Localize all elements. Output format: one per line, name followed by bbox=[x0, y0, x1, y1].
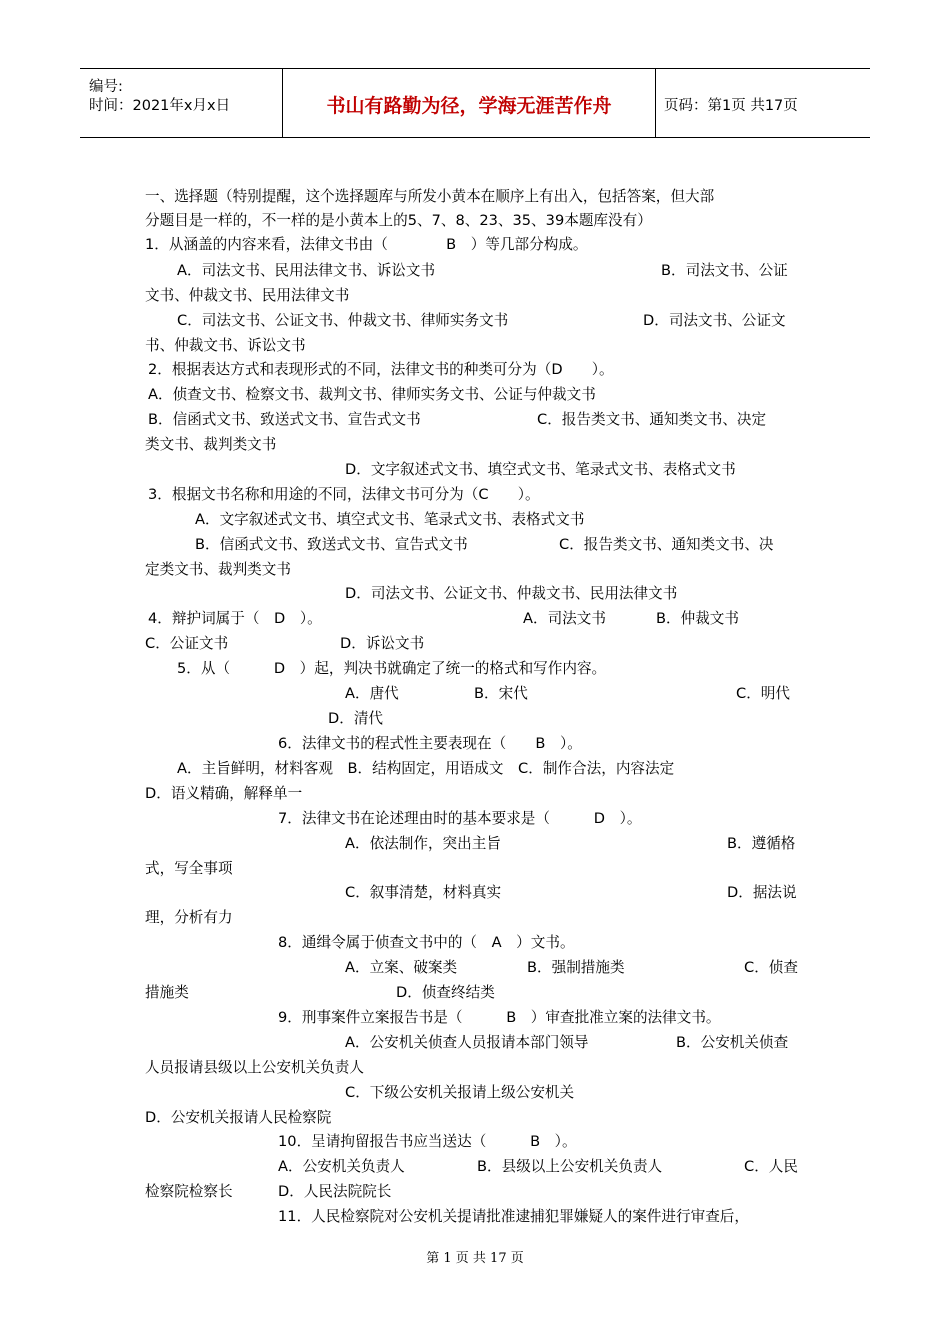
text-line: B．遵循格 bbox=[727, 835, 796, 852]
text-line: C．叙事清楚，材料真实 bbox=[345, 884, 502, 901]
motto: 书山有路勤为径，学海无涯苦作舟 bbox=[326, 95, 612, 117]
text-line: D．据法说 bbox=[727, 884, 797, 901]
text-line: 检察院检察长 bbox=[145, 1183, 233, 1200]
text-line: 分题目是一样的，不一样的是小黄本上的5、7、8、23、35、39本题库没有） bbox=[145, 212, 652, 229]
text-line: D．诉讼文书 bbox=[340, 635, 425, 652]
text-line: 3．根据文书名称和用途的不同，法律文书可分为（C ）。 bbox=[148, 486, 540, 503]
text-line: 文书、仲裁文书、民用法律文书 bbox=[145, 287, 350, 304]
text-line: B．县级以上公安机关负责人 bbox=[477, 1158, 663, 1175]
text-line: C．报告类文书、通知类文书、决 bbox=[559, 536, 774, 553]
text-line: 4．辩护词属于（ D ）。 bbox=[148, 610, 322, 627]
text-line: D．侦查终结类 bbox=[396, 984, 495, 1001]
text-line: D．语义精确，解释单一 bbox=[145, 785, 303, 802]
text-line: A．文字叙述式文书、填空式文书、笔录式文书、表格式文书 bbox=[195, 511, 585, 528]
text-line: B．宋代 bbox=[474, 685, 528, 702]
text-line: A．司法文书 bbox=[523, 610, 606, 627]
text-line: 1．从涵盖的内容来看，法律文书由（ B ）等几部分构成。 bbox=[145, 236, 588, 253]
text-line: C．司法文书、公证文书、仲裁文书、律师实务文书 bbox=[177, 312, 509, 329]
text-line: A．公安机关负责人 bbox=[278, 1158, 405, 1175]
text-line: 7．法律文书在论述理由时的基本要求是（ D ）。 bbox=[278, 810, 642, 827]
text-line: 10．呈请拘留报告书应当送达（ B ）。 bbox=[278, 1133, 577, 1150]
text-line: 一、选择题（特别提醒，这个选择题库与所发小黄本在顺序上有出入，包括答案，但大部 bbox=[145, 188, 715, 205]
text-line: 定类文书、裁判类文书 bbox=[145, 561, 291, 578]
text-line: C．下级公安机关报请上级公安机关 bbox=[345, 1084, 575, 1101]
text-line: B．信函式文书、致送式文书、宣告式文书 bbox=[195, 536, 468, 553]
text-line: B．司法文书、公证 bbox=[661, 262, 788, 279]
text-line: A．依法制作，突出主旨 bbox=[345, 835, 501, 852]
text-line: D．人民法院院长 bbox=[278, 1183, 392, 1200]
text-line: D．司法文书、公证文 bbox=[643, 312, 786, 329]
text-line: A．唐代 bbox=[345, 685, 399, 702]
text-line: 5．从（ D ）起，判决书就确定了统一的格式和写作内容。 bbox=[177, 660, 607, 677]
text-line: C．公证文书 bbox=[145, 635, 229, 652]
text-line: A．侦查文书、检察文书、裁判文书、律师实务文书、公证与仲裁文书 bbox=[148, 386, 596, 403]
text-line: 人员报请县级以上公安机关负责人 bbox=[145, 1059, 364, 1076]
text-line: A．司法文书、民用法律文书、诉讼文书 bbox=[177, 262, 436, 279]
text-line: 9．刑事案件立案报告书是（ B ）审查批准立案的法律文书。 bbox=[278, 1009, 721, 1026]
text-line: D．文字叙述式文书、填空式文书、笔录式文书、表格式文书 bbox=[345, 461, 736, 478]
text-line: B．公安机关侦查 bbox=[676, 1034, 789, 1051]
text-line: 2．根据表达方式和表现形式的不同，法律文书的种类可分为（D ）。 bbox=[148, 361, 614, 378]
text-line: C．明代 bbox=[736, 685, 790, 702]
text-line: 措施类 bbox=[145, 984, 189, 1001]
text-line: A．公安机关侦查人员报请本部门领导 bbox=[345, 1034, 589, 1051]
text-line: 类文书、裁判类文书 bbox=[145, 436, 277, 453]
text-line: C．侦查 bbox=[744, 959, 798, 976]
time-label: 时间：2021年x月x日 bbox=[89, 98, 231, 114]
text-line: A．主旨鲜明，材料客观 B．结构固定，用语成文 C．制作合法，内容法定 bbox=[177, 760, 675, 777]
text-line: 8．通缉令属于侦查文书中的（ A ）文书。 bbox=[278, 934, 575, 951]
text-line: D．司法文书、公证文书、仲裁文书、民用法律文书 bbox=[345, 585, 678, 602]
text-line: C．报告类文书、通知类文书、决定 bbox=[537, 411, 767, 428]
text-line: 书、仲裁文书、诉讼文书 bbox=[145, 337, 306, 354]
text-line: 式，写全事项 bbox=[145, 860, 233, 877]
text-line: 6．法律文书的程式性主要表现在（ B ）。 bbox=[278, 735, 582, 752]
number-label: 编号: bbox=[89, 79, 123, 95]
text-line: 理，分析有力 bbox=[145, 909, 233, 926]
text-line: B．强制措施类 bbox=[527, 959, 625, 976]
text-line: 11．人民检察院对公安机关提请批准逮捕犯罪嫌疑人的案件进行审查后， bbox=[278, 1208, 749, 1225]
text-line: D．公安机关报请人民检察院 bbox=[145, 1109, 332, 1126]
text-line: B．信函式文书、致送式文书、宣告式文书 bbox=[148, 411, 421, 428]
page-footer: 第 1 页 共 17 页 bbox=[426, 1251, 524, 1266]
text-line: B．仲裁文书 bbox=[656, 610, 739, 627]
text-line: C．人民 bbox=[744, 1158, 798, 1175]
text-line: D．清代 bbox=[328, 710, 384, 727]
text-line: A．立案、破案类 bbox=[345, 959, 458, 976]
page-info: 页码：第1页 共17页 bbox=[664, 98, 798, 114]
